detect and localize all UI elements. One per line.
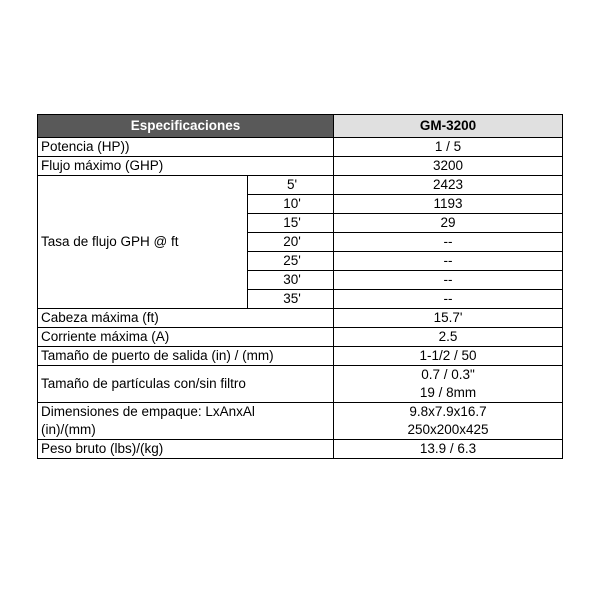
table-row-flow-5 (38, 176, 563, 195)
table-row-gross-weight (38, 440, 563, 459)
table-row-max-head (38, 309, 563, 328)
max-flow-label: Flujo máximo (GHP) (38, 157, 334, 176)
header-row (38, 115, 563, 138)
table-row-outlet-size (38, 347, 563, 366)
package-dims-label-line2: (in)/(mm) (41, 422, 96, 437)
flow-height: 35' (248, 290, 334, 309)
package-dims-value (334, 403, 563, 440)
flow-value: -- (334, 233, 563, 252)
model-header: GM-3200 (334, 115, 563, 138)
flow-height: 20' (248, 233, 334, 252)
particle-size-value (334, 366, 563, 403)
particle-size-value-line2: 19 / 8mm (419, 385, 477, 400)
max-current-label: Corriente máxima (A) (38, 328, 334, 347)
flow-height: 25' (248, 252, 334, 271)
flow-rate-label: Tasa de flujo GPH @ ft (38, 176, 248, 309)
gross-weight-value: 13.9 / 6.3 (334, 440, 563, 459)
package-dims-label-line1: Dimensiones de empaque: LxAnxAl (41, 404, 255, 419)
table-row-particle-size (38, 366, 563, 403)
table-row-max-flow (38, 157, 563, 176)
spec-header: Especificaciones (38, 115, 334, 138)
power-label: Potencia (HP)) (38, 138, 334, 157)
particle-size-value-line1: 0.7 / 0.3" (421, 367, 475, 382)
table-row-package-dims (38, 403, 563, 440)
flow-value: -- (334, 252, 563, 271)
max-current-value: 2.5 (334, 328, 563, 347)
table-row-power (38, 138, 563, 157)
flow-height: 30' (248, 271, 334, 290)
flow-value: 2423 (334, 176, 563, 195)
package-dims-value-line1: 9.8x7.9x16.7 (409, 404, 487, 419)
outlet-size-label: Tamaño de puerto de salida (in) / (mm) (38, 347, 334, 366)
max-head-label: Cabeza máxima (ft) (38, 309, 334, 328)
max-head-value: 15.7' (334, 309, 563, 328)
package-dims-value-line2: 250x200x425 (407, 422, 489, 437)
gross-weight-label: Peso bruto (lbs)/(kg) (38, 440, 334, 459)
flow-value: 29 (334, 214, 563, 233)
power-value: 1 / 5 (334, 138, 563, 157)
flow-height: 15' (248, 214, 334, 233)
specifications-table (37, 114, 563, 459)
flow-height: 10' (248, 195, 334, 214)
flow-value: 1193 (334, 195, 563, 214)
max-flow-value: 3200 (334, 157, 563, 176)
flow-height: 5' (248, 176, 334, 195)
flow-value: -- (334, 271, 563, 290)
outlet-size-value: 1-1/2 / 50 (334, 347, 563, 366)
table-row-max-current (38, 328, 563, 347)
package-dims-label (38, 403, 334, 440)
particle-size-label: Tamaño de partículas con/sin filtro (38, 366, 334, 403)
flow-value: -- (334, 290, 563, 309)
